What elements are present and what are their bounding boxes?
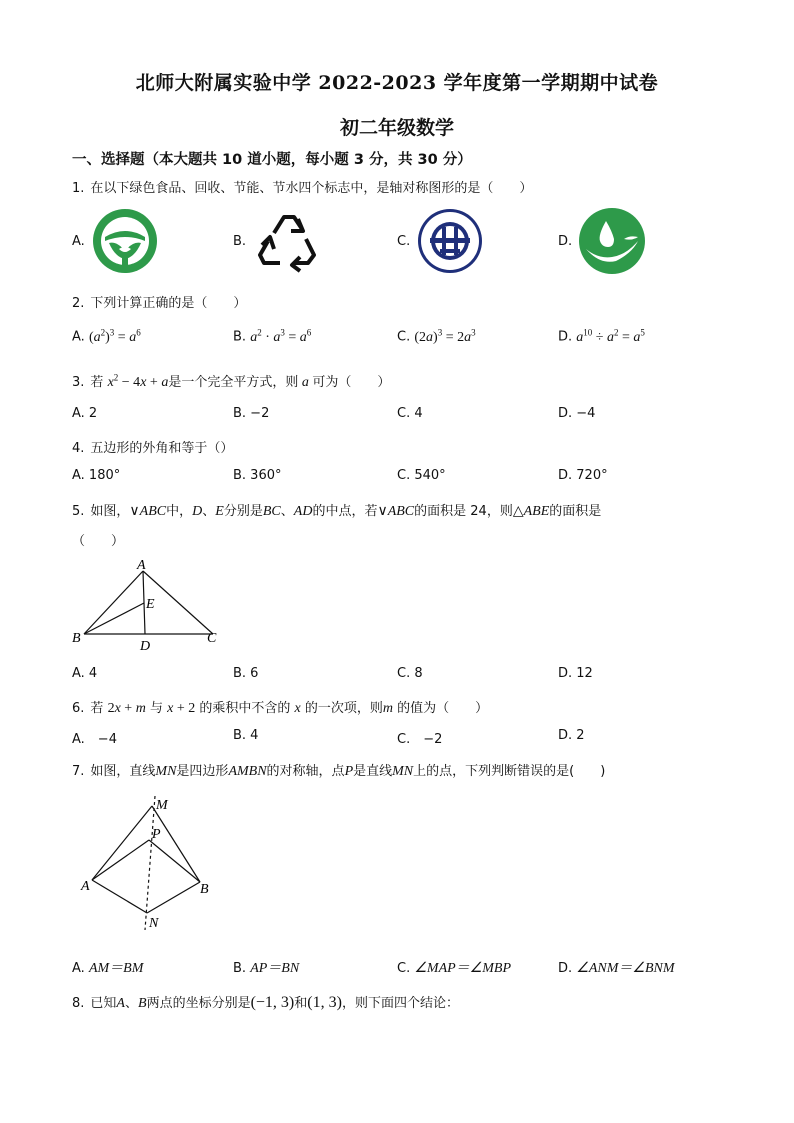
question-7: 7. 如图，直线MN是四边形AMBN的对称轴，点P是直线MN上的点，下列判断错误的是( ) [72, 764, 606, 779]
question-text: 、 [202, 504, 216, 519]
option-a-label: A. [72, 234, 85, 249]
question-text: 的面积是 24，则 [414, 504, 513, 519]
question-text: 如图， [90, 504, 130, 519]
question-text: 五边形的外角和等于（） [90, 441, 234, 456]
question-text: 和 [294, 996, 308, 1011]
option-letter: A. [72, 961, 85, 976]
triangle-figure [70, 556, 230, 656]
option-b: B. 360° [233, 468, 282, 483]
option-letter: C. [397, 961, 411, 976]
exam-subtitle: 初二年级数学 [339, 117, 454, 139]
option-c: C. 8 [397, 666, 423, 681]
question-text: 是直线 [353, 764, 393, 779]
option-d: D. 720° [558, 468, 608, 483]
point-label-e: E [146, 597, 155, 612]
water-saving-logo-icon [578, 207, 646, 275]
recycle-logo-icon [254, 209, 320, 273]
point-label-d: D [140, 639, 151, 654]
option-letter: C. [397, 329, 411, 345]
question-text: 的值为（ ） [397, 701, 489, 716]
option-letter: D. [558, 961, 573, 976]
option-d-label: D. [558, 234, 573, 249]
question-text: 、 [124, 996, 138, 1011]
point-label-b: B [72, 631, 81, 646]
question-text: 的乘积中不含的 [199, 701, 291, 716]
point-label-c: C [207, 631, 217, 646]
question-text: 若 [90, 375, 104, 390]
question-3: 3. 若 $x^2 - 4x + a$是一个完全平方式，则 a 可为（ ） [72, 372, 391, 390]
question-text: 的对称轴，点 [266, 764, 345, 779]
question-text: 与 [149, 701, 163, 716]
question-text: 分别是 [223, 504, 263, 519]
quadrilateral-figure [76, 792, 226, 937]
option-a: A. −4 [72, 732, 117, 747]
option-c: C. −2 [397, 732, 443, 747]
point-label-b: B [200, 882, 209, 897]
question-number: 1. [72, 181, 85, 196]
question-text: 已知 [90, 996, 117, 1011]
q7-option-d [558, 957, 675, 977]
option-b-label: B. [233, 234, 247, 249]
q2-option-c: C. $(2a)^3 = 2a^3$ [397, 327, 476, 345]
q2-option-a: A. $(a^2)^3 = a^6$ [72, 327, 141, 345]
question-text: 是一个完全平方式，则 [168, 375, 299, 390]
question-2 [72, 292, 246, 311]
option-expression: ∠ANM＝∠BNM [576, 961, 675, 976]
option-expression: AP＝BN [250, 961, 300, 976]
q7-option-b [233, 957, 299, 977]
question-text: 的一次项，则 [304, 701, 383, 716]
point-label-n: N [149, 916, 159, 931]
question-number: 2. [72, 296, 85, 311]
option-letter: A. [72, 329, 85, 345]
option-b: B. −2 [233, 406, 270, 421]
option-d: D. −4 [558, 406, 596, 421]
question-text: 下列计算正确的是（ ） [90, 296, 247, 311]
question-text: 的面积是 [549, 504, 602, 519]
question-number: 7. [72, 764, 85, 779]
question-5: 5. 如图，∨ABC中，D、E分别是BC、AD的中点，若∨ABC的面积是 24，则△ABE的面积是 [72, 504, 602, 519]
question-4 [72, 437, 233, 456]
option-d: D. 2 [558, 728, 585, 743]
option-a: A. 180° [72, 468, 121, 483]
q7-option-c [397, 957, 511, 977]
question-6: 6. 若 2x + m 与 x + 2 的乘积中不含的 x 的一次项，则m 的值为（ ） [72, 701, 489, 716]
question-5-tail: （ ） [72, 534, 125, 549]
question-text: 、 [280, 504, 294, 519]
question-1 [72, 177, 532, 196]
option-d: D. 12 [558, 666, 593, 681]
section-heading: 一、选择题（本大题共 10 道小题，每小题 3 分，共 30 分） [72, 152, 472, 168]
question-text: ，则下面四个结论： [341, 996, 459, 1011]
option-a: A. 4 [72, 666, 98, 681]
energy-saving-logo-icon [416, 207, 484, 275]
green-food-logo-icon [91, 207, 159, 275]
q2-option-b: B. $a^2 \cdot a^3 = a^6$ [233, 327, 312, 345]
question-number: 6. [72, 701, 85, 716]
question-number: 4. [72, 441, 85, 456]
option-b: B. 6 [233, 666, 259, 681]
q7-option-a [72, 957, 143, 977]
question-text: 在以下绿色食品、回收、节能、节水四个标志中，是轴对称图形的是（ ） [90, 181, 533, 196]
option-c-label: C. [397, 234, 411, 249]
point-label-a: A [81, 879, 90, 894]
question-text: 是四边形 [176, 764, 229, 779]
option-expression: AM＝BM [88, 961, 144, 976]
q2-option-d: D. $a^{10} \div a^2 = a^5$ [558, 327, 645, 345]
question-text: 可为（ ） [312, 375, 391, 390]
question-text: 若 [90, 701, 104, 716]
question-text: 如图，直线 [90, 764, 156, 779]
question-number: 5. [72, 504, 85, 519]
question-text: 两点的坐标分别是 [146, 996, 251, 1011]
question-text: 上的点，下列判断错误的是( ) [413, 764, 606, 779]
option-expression: ∠MAP＝∠MBP [414, 961, 511, 976]
option-letter: D. [558, 329, 573, 345]
point-label-p: P [152, 827, 161, 842]
question-text: 的中点，若 [312, 504, 378, 519]
question-number: 3. [72, 375, 85, 390]
option-b: B. 4 [233, 728, 259, 743]
question-text: 中， [166, 504, 193, 519]
point-label-m: M [156, 798, 168, 813]
option-letter: B. [233, 329, 247, 345]
exam-title: 北师大附属实验中学 2022-2023 学年度第一学期期中试卷 [135, 72, 659, 94]
point-label-a: A [137, 558, 146, 573]
option-letter: B. [233, 961, 247, 976]
option-c: C. 4 [397, 406, 423, 421]
question-number: 8. [72, 996, 85, 1011]
question-8: 8. 已知A、B两点的坐标分别是(−1, 3)和(1, 3)，则下面四个结论： [72, 994, 459, 1011]
option-a: A. 2 [72, 406, 98, 421]
option-c: C. 540° [397, 468, 446, 483]
